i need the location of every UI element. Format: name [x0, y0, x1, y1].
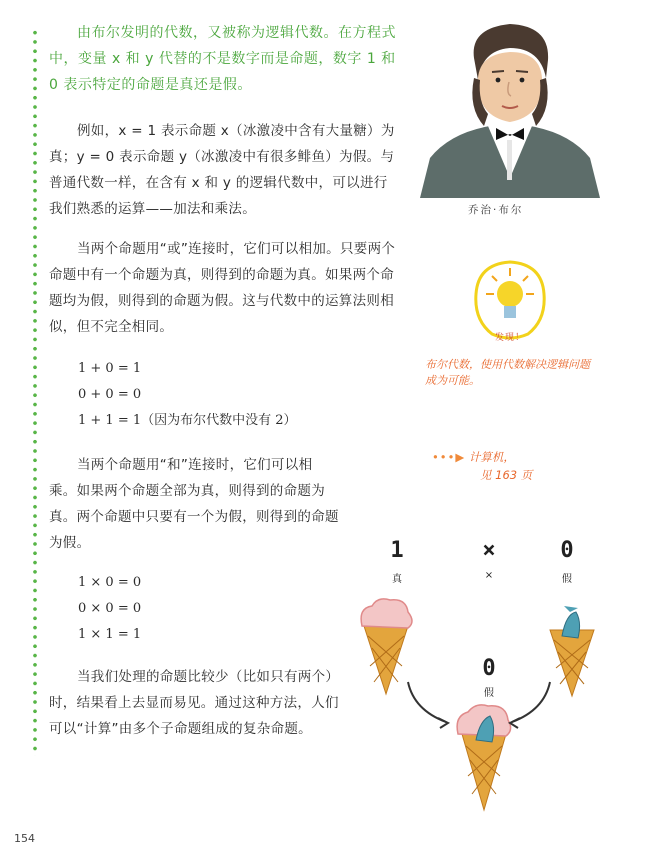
- dotted-margin-line: [33, 28, 37, 756]
- and-paragraph: 当两个命题用“和”连接时，它们可以相乘。如果两个命题全部为真，则得到的命题为真。两个命题中只要有一个为假，则得到的命题为假。: [49, 457, 339, 551]
- portrait-illustration: [410, 18, 610, 198]
- left-label: 真: [392, 574, 402, 585]
- result-value: 0: [482, 656, 496, 681]
- left-value: 1: [390, 538, 404, 563]
- side-note: 布尔代数，使用代数解决逻辑问题成为可能。: [425, 358, 590, 387]
- right-value: 0: [560, 538, 574, 563]
- crossref-line2: 见 163 页: [480, 468, 533, 482]
- crossref-line1: 计算机，: [468, 450, 515, 464]
- right-label: 假: [562, 574, 572, 585]
- multiplication-equation-2: 0 × 0 = 0: [78, 601, 142, 616]
- portrait-caption: 乔治·布尔: [468, 204, 524, 216]
- operator-label: ×: [484, 570, 494, 581]
- operator-symbol: ×: [482, 538, 496, 563]
- multiplication-equation-1: 1 × 0 = 0: [78, 575, 142, 590]
- right-arrow-icon: [500, 680, 560, 730]
- multiplication-equation-3: 1 × 1 = 1: [78, 627, 142, 642]
- page-number: 154: [14, 832, 35, 845]
- bulb-label: 发现！: [494, 333, 525, 343]
- left-arrow-icon: [400, 680, 460, 730]
- crossref-link[interactable]: [432, 448, 659, 484]
- addition-equation-1: 1 + 0 = 1: [78, 361, 142, 376]
- intro-text: 由布尔发明的代数，又被称为逻辑代数。在方程式中，变量 x 和 y 代替的不是数字而是命题，数字 1 和 0 表示特定的命题是真还是假。: [49, 25, 396, 93]
- arrow-icon: •••▶: [432, 450, 466, 464]
- conclusion-paragraph: 当我们处理的命题比较少（比如只有两个）时，结果看上去显而易见。通过这种方法，人们可以“计算”由多个子命题组成的复杂命题。: [49, 669, 339, 737]
- example-paragraph: 例如，x = 1 表示命题 x（冰激凌中含有大量糖）为真；y = 0 表示命题 y（冰激凌中有很多鲱鱼）为假。与普通代数一样，在含有 x 和 y 的逻辑代数中，可以进行我们熟悉的运算——加法和乘法。: [49, 123, 395, 217]
- result-label: 假: [484, 688, 494, 699]
- addition-equation-3: 1 + 1 = 1（因为布尔代数中没有 2）: [78, 413, 297, 428]
- or-paragraph: 当两个命题用“或”连接时，它们可以相加。只要两个命题中有一个命题为真，则得到的命题为真。如果两个命题均为假，则得到的命题为假。这与代数中的运算法则相似，但不完全相同。: [49, 241, 396, 335]
- addition-equation-2: 0 + 0 = 0: [78, 387, 142, 402]
